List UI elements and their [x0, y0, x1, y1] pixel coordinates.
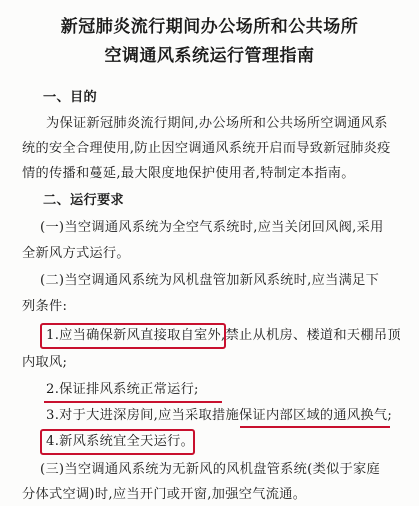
condition-2: 2.保证排风系统正常运行;: [46, 382, 199, 397]
highlight-box-fresh-air: [40, 323, 226, 349]
condition-1-line-1: 1.应当确保新风直接取自室外,禁止从机房、楼道和天棚吊顶: [46, 328, 401, 343]
section-2-heading: 二、运行要求: [43, 193, 124, 208]
item-2-line-2: 列条件:: [22, 299, 68, 314]
title-line-1: 新冠肺炎流行期间办公场所和公共场所: [60, 17, 359, 37]
section-1-heading: 一、目的: [43, 90, 97, 105]
item-3-line-2: 分体式空调)时,应当开门或开窗,加强空气流通。: [22, 487, 307, 502]
item-1-line-2: 全新风方式运行。: [22, 246, 130, 261]
highlight-box-all-day: [40, 429, 195, 455]
highlight-underline-exhaust: [44, 401, 222, 403]
item-2-line-1: (二)当空调通风系统为风机盘管加新风系统时,应当满足下: [40, 273, 380, 288]
section-1-line-3: 情的传播和蔓延,最大限度地保护使用者,特制定本指南。: [22, 166, 355, 181]
item-3-line-1: (三)当空调通风系统为无新风的风机盘管系统(类似于家庭: [40, 462, 381, 477]
section-1-line-1: 为保证新冠肺炎流行期间,办公场所和公共场所空调通风系: [46, 116, 388, 131]
condition-4: 4.新风系统宜全天运行。: [46, 434, 195, 449]
condition-3: 3.对于大进深房间,应当采取措施保证内部区域的通风换气;: [46, 408, 393, 423]
item-1-line-1: (一)当空调通风系统为全空气系统时,应当关闭回风阀,采用: [40, 220, 384, 235]
condition-1-line-2: 内取风;: [22, 355, 68, 370]
highlight-underline-ventilation: [240, 426, 390, 428]
section-1-line-2: 统的安全合理使用,防止因空调通风系统开启而导致新冠肺炎疫: [22, 141, 391, 156]
title-line-2: 空调通风系统运行管理指南: [104, 46, 315, 66]
